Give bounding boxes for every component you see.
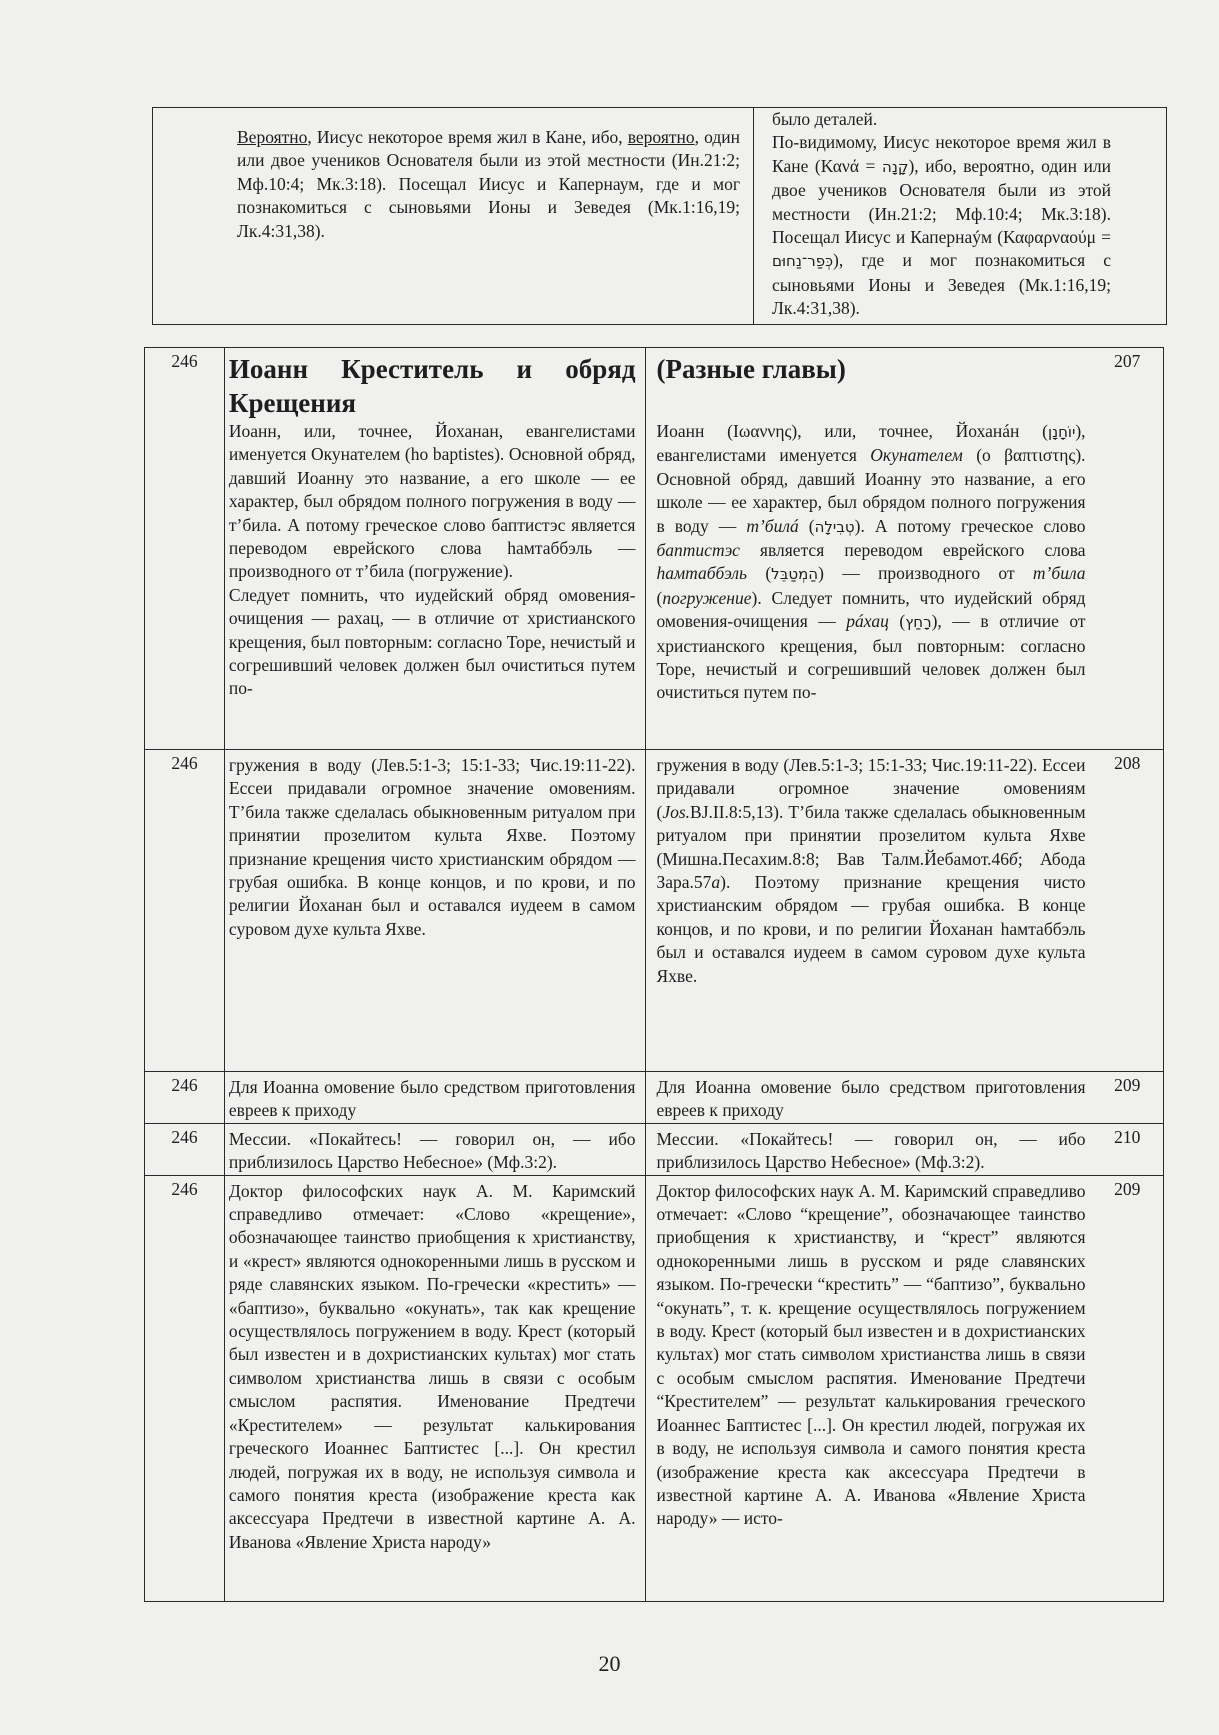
left-cell [153,108,754,325]
right-line-fragment: было деталей. [772,109,878,129]
right-cell [646,348,1092,750]
right-cell [646,1123,1092,1175]
left-paragraph: Доктор философских наук А. М. Каримский справедливо отмечает: «Слово «крещение», обозначающее таинство приобщения к христианству, и «крест» являются однокоренными лишь в русском и ряде славянских языком. По-гречески «крестить» — «баптизо», буквально «окунать», так как крещение осуществлялось погружением в воду. Крест (который был известен и в дохристианских культах) мог стать символом христианства лишь в связи с особым смыслом распятия. Именование Предтечи «Крестителем» — результат калькирования греческого Иоаннес Баптистес [...]. Он крестил людей, погружая их в воду, не используя символа и самого понятия креста (изображение креста как аксессуара Предтечи в известной картине А. А. Иванова «Явление Христа народу» [228,1180,636,1552]
right-paragraph: По-видимому, Иисус некоторое время жил в Кане (Κανά = קָנָה), ибо, вероятно, один или двое учеников Основателя были из этой местности (Ин.21:2; Мф.10:4; Мк.3:18). Посещал Иисус и Капернаýм (Καφαρναούμ = כְּפַר־נַחוּם), где и мог познакомиться с сыновьями Ионы и Зеведея (Мк.1:16,19; Лк.4:31,38). [772,132,1111,319]
right-cell [646,1072,1092,1124]
table-row [145,750,1164,1072]
left-cell [224,750,646,1072]
underlined-word: Вероятно [237,127,308,147]
right-cell [646,1175,1092,1601]
hebrew-word: רָחַץ [905,613,932,632]
right-page-ref: 207 [1092,348,1164,750]
hebrew-word: קָנָה [882,157,909,176]
left-page-ref: 246 [145,1123,225,1175]
left-paragraph: Иоанн, или, точнее, Йоханан, евангелистами именуется Окунателем (ho baptistes). Основной обряд, давший Иоанну это название, а его школе — ее характер, был обрядом полного погружения в воду — т’била. А потому греческое слово баптистэс является переводом еврейского слова hамтаббэль — производного от т’била (погружение). [228,421,636,582]
left-paragraph: Вероятно, Иисус некоторое время жил в Кане, ибо, вероятно, один или двое учеников Основателя были из этой местности (Ин.21:2; Мф.10:4; Мк.3:18). Посещал Иисус и Капернаум, где и мог познакомиться с сыновьями Ионы и Зеведея (Мк.1:16,19; Лк.4:31,38). [237,127,740,241]
table-row [145,1175,1164,1601]
right-paragraph: Иоанн (Ιωαννης), или, точнее, Йоханáн (יוֹחָנָן), евангелистами именуется Окунателем (ο βαπτιστης). Основной обряд, давший Иоанну это название, а его школе — ее характер, был обрядом полного погружения в воду — т’билá (טְבִילָה). А потому греческое слово баптистэс является переводом еврейского слова hамтаббэль (הַמְטַבֵּל) — производного от т’била (погружение). Следует помнить, что иудейский обряд омовения-очищения — рáхац (רָחַץ), — в отличие от христианского крещения, был повторным: согласно Торе, нечистый и согрешивший человек должен был очиститься путем по- [656,421,1086,703]
left-page-ref: 246 [145,1072,225,1124]
section-heading: (Разные главы) [656,354,846,384]
main-comparison-table [144,347,1164,1602]
left-paragraph: Для Иоанна омовение было средством приготовления евреев к приходу [228,1077,636,1121]
section-heading: Иоанн Креститель и обряд Крещения [228,354,636,418]
left-paragraph: гружения в воду (Лев.5:1-3; 15:1-33; Чис.19:11-22). Ессеи придавали огромное значение омовениям. Т’била также сделалась обыкновенным ритуалом при принятии прозелитом культа Яхве. Поэтому признание крещения чисто христианским обрядом — грубая ошибка. В конце концов, и по крови, и по религии Йоханан был и оставался иудеем в самом суровом духе культа Яхве. [228,755,636,939]
left-cell [224,1123,646,1175]
top-comparison-table [152,107,1167,325]
right-paragraph: Мессии. «Покайтесь! — говорил он, — ибо приблизилось Царство Небесное» (Мф.3:2). [656,1128,1086,1173]
right-page-ref: 209 [1092,1072,1164,1124]
page-number: 20 [598,1651,621,1676]
left-page-ref: 246 [145,1175,225,1601]
right-cell [754,108,1167,325]
left-cell [224,1175,646,1601]
left-cell [224,348,646,750]
left-paragraph: Мессии. «Покайтесь! — говорил он, — ибо приблизилось Царство Небесное» (Мф.3:2). [228,1128,636,1173]
table-row [145,1072,1164,1124]
left-page-ref: 246 [145,348,225,750]
table-row [145,1123,1164,1175]
right-page-ref: 208 [1092,750,1164,1072]
right-page-ref: 210 [1092,1123,1164,1175]
right-page-ref: 209 [1092,1175,1164,1601]
left-page-ref: 246 [145,750,225,1072]
hebrew-word: טְבִילָה [814,517,855,536]
left-cell [224,1072,646,1124]
right-paragraph: Доктор философских наук А. М. Каримский справедливо отмечает: «Слово “крещение”, обозначающее таинство приобщения к христианству, и “крест” являются однокоренными лишь в русском и ряде славянских языком. По-гречески “крестить” — “баптизо”, буквально “окунать”, т. к. крещение осуществлялось погружением в воду. Крест (который был известен и в дохристианских культах) мог стать символом христианства лишь в связи с особым смыслом распятия. Именование Предтечи “Крестителем” — результат калькирования греческого Иоаннес Баптистес [...]. Он крестил людей, погружая их в воду, не используя символа и самого понятия креста (изображение креста как аксессуара Предтечи в известной картине А. А. Иванова «Явление Христа народу» — исто- [656,1180,1086,1529]
hebrew-word: הַמְטַבֵּל [771,565,819,584]
table-row [153,108,1167,325]
right-paragraph: Для Иоанна омовение было средством приготовления евреев к приходу [656,1077,1086,1121]
table-row [145,348,1164,750]
right-paragraph: гружения в воду (Лев.5:1-3; 15:1-33; Чис.19:11-22). Ессеи придавали огромное значение омовениям (Jos.BJ.II.8:5,13). Т’била также сделалась обыкновенным ритуалом при принятии прозелитом культа Яхве (Мишна.Песахим.8:8; Вав Талм.Йебамот.46б; Абода Зара.57а). Поэтому признание крещения чисто христианским обрядом — грубая ошибка. В конце концов, и по крови, и по религии Йоханан hамтаббэль был и оставался иудеем в самом суровом духе культа Яхве. [656,755,1086,986]
underlined-word: вероятно [627,127,695,147]
hebrew-word: כְּפַר־נַחוּם [772,252,834,271]
hebrew-word: יוֹחָנָן [1048,423,1076,441]
right-cell [646,750,1092,1072]
left-paragraph: Следует помнить, что иудейский обряд омовения-очищения — рахац, — в отличие от христианского крещения, был повторным: согласно Торе, нечистый и согрешивший человек должен был очиститься путем по- [228,584,636,699]
